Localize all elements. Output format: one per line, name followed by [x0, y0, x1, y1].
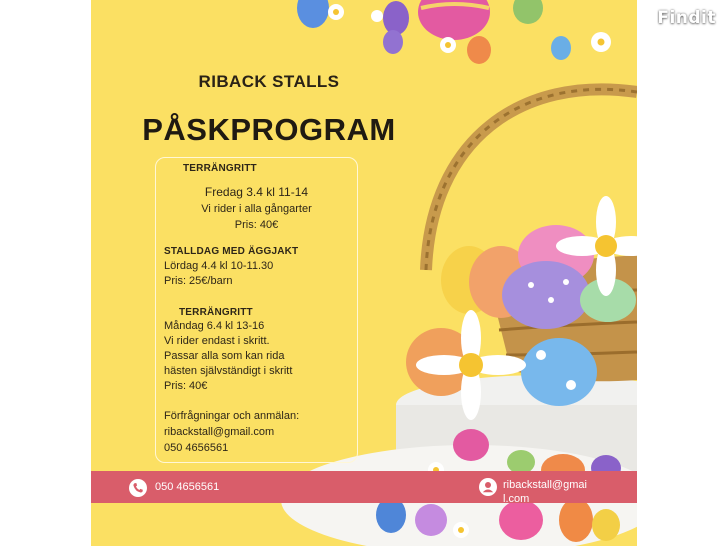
contact-phone: 050 4656561	[164, 442, 229, 454]
section1-date: Fredag 3.4 kl 11-14	[204, 185, 309, 199]
section1-price: Pris: 40€	[234, 219, 279, 231]
section3-heading: TERRÄNGRITT	[179, 307, 253, 318]
section1-heading: TERRÄNGRITT	[183, 163, 257, 174]
findit-logo: Findit	[657, 8, 716, 28]
footer-email-line2[interactable]: l.com	[503, 493, 530, 505]
egg-bottom-orange-2	[559, 498, 593, 542]
egg-top-green	[513, 0, 543, 24]
egg-purple	[502, 261, 590, 329]
contact-intro: Förfrågningar och anmälan:	[164, 410, 300, 422]
section3-price: Pris: 40€	[164, 380, 208, 392]
egg-blue-front	[521, 338, 597, 406]
section1-desc: Vi rider i alla gångarter	[201, 203, 312, 215]
egg-bottom-yellow	[592, 509, 620, 541]
footer-email-line1[interactable]: ribackstall@gmai	[503, 479, 587, 491]
egg-bottom-lilac	[415, 504, 447, 536]
section3-date: Måndag 6.4 kl 13-16	[164, 320, 265, 332]
footer-bar	[91, 471, 637, 503]
contact-email: ribackstall@gmail.com	[164, 426, 275, 438]
egg-top-blue	[297, 0, 329, 28]
egg-bottom-pink-2	[499, 500, 543, 540]
egg-top-blue-small	[551, 36, 571, 60]
footer-phone[interactable]: 050 4656561	[155, 481, 220, 493]
egg-top-orange	[467, 36, 491, 64]
egg-top-purple-small	[383, 30, 403, 54]
section2-heading: STALLDAG MED ÄGGJAKT	[164, 246, 299, 257]
section2-date: Lördag 4.4 kl 10-11.30	[164, 260, 274, 272]
stall-name: RIBACK STALLS	[198, 72, 340, 91]
section3-line1: Vi rider endast i skritt.	[164, 335, 270, 347]
section2-price: Pris: 25€/barn	[164, 275, 233, 287]
section3-line2: Passar alla som kan rida	[164, 350, 285, 362]
egg-bottom-pink	[453, 429, 489, 461]
flower-top-4	[371, 10, 383, 22]
user-icon	[479, 478, 497, 496]
easter-poster	[91, 0, 637, 546]
egg-top-purple	[383, 1, 409, 35]
section3-line3: hästen självständigt i skritt	[164, 365, 293, 377]
page-title: PÅSKPROGRAM	[142, 112, 396, 147]
phone-icon	[129, 479, 147, 497]
